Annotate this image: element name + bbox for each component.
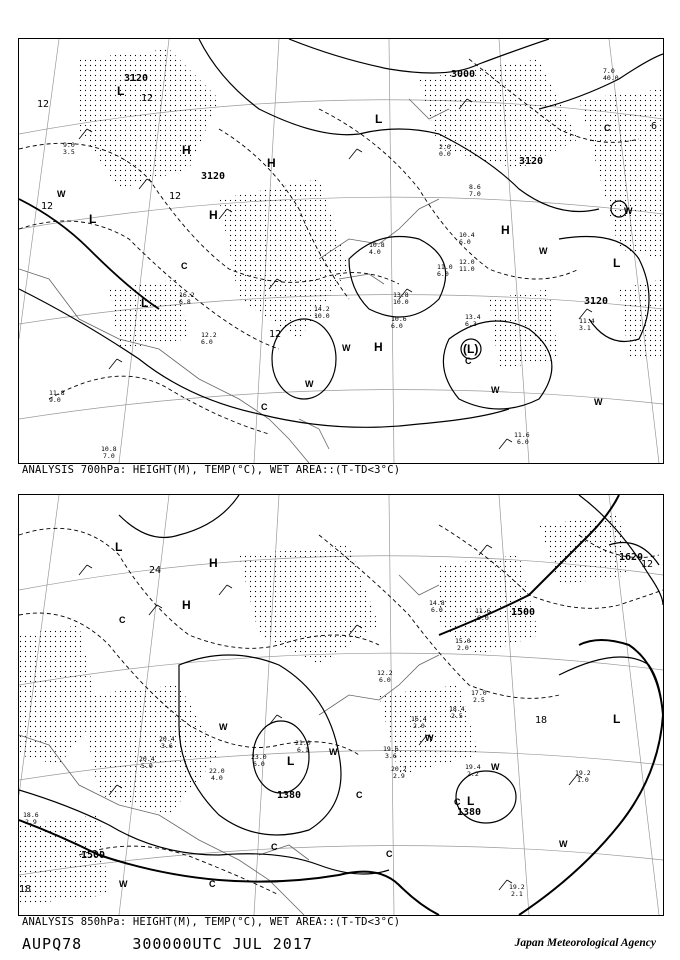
station-dewpoint-dep: 0.0 [439, 150, 451, 158]
contour-label: 1380 [277, 790, 302, 801]
low-center: L [613, 256, 621, 270]
station-dewpoint-dep: 3.5 [63, 148, 75, 156]
chart-caption-850hpa: ANALYSIS 850hPa: HEIGHT(M), TEMP(°C), WET AREA::(T-TD<3°C) [22, 916, 401, 928]
station-temp: 16.2 [179, 291, 195, 299]
low-center: L [467, 794, 475, 808]
station-dewpoint-dep: 4.0 [211, 774, 223, 782]
isotherm-label: 12 [37, 99, 50, 110]
high-center: H [501, 223, 510, 237]
station-dewpoint-dep: 1.0 [577, 776, 589, 784]
isotherm-label: 18 [19, 884, 32, 895]
isotherm-label: 12 [141, 93, 154, 104]
station-dewpoint-dep: 6.0 [379, 676, 391, 684]
contour-label: 1380 [457, 807, 482, 818]
station-dewpoint-dep: 3.6 [161, 742, 173, 750]
chart-footer [22, 935, 313, 953]
contour-label: 3120 [124, 73, 149, 84]
station-dewpoint-dep: 3.6 [385, 752, 397, 760]
isotherm-label: 12 [41, 201, 54, 212]
warm-marker: W [329, 747, 338, 757]
station-dewpoint-dep: 2.1 [511, 890, 523, 898]
cold-marker: C [181, 261, 188, 271]
warm-marker: W [594, 397, 603, 407]
low-center: (L) [463, 342, 479, 356]
station-dewpoint-dep: 10.0 [314, 312, 330, 320]
station-temp: 19.2 [575, 769, 591, 777]
warm-marker: W [425, 733, 434, 743]
station-temp: 19.6 [383, 745, 399, 753]
station-temp: 12.0 [459, 258, 475, 266]
station-temp: 13.4 [465, 313, 481, 321]
chart-850hpa [18, 494, 664, 916]
station-dewpoint-dep: 6.0 [437, 270, 449, 278]
station-temp: 15.0 [455, 637, 471, 645]
station-temp: 19.2 [509, 883, 525, 891]
station-temp: 22.0 [209, 767, 225, 775]
station-temp: 12.2 [201, 331, 217, 339]
station-dewpoint-dep: 40.0 [603, 74, 619, 82]
station-temp: 14.2 [314, 305, 330, 313]
station-dewpoint-dep: 7.0 [469, 190, 481, 198]
cold-marker: C [386, 849, 393, 859]
cold-marker: C [271, 842, 278, 852]
station-dewpoint-dep: 6.0 [253, 760, 265, 768]
station-dewpoint-dep: 2.9 [25, 818, 37, 826]
station-temp: 20.4 [139, 755, 155, 763]
station-temp: 8.6 [469, 183, 481, 191]
station-temp: 21.0 [295, 739, 311, 747]
low-center: L [287, 754, 295, 768]
contour-label: 3120 [201, 171, 226, 182]
station-dewpoint-dep: 6.0 [391, 322, 403, 330]
station-dewpoint-dep: 2.5 [473, 696, 485, 704]
map-700hpa [19, 39, 663, 463]
contour-label: 3000 [451, 69, 476, 80]
station-dewpoint-dep: 6.1 [297, 746, 309, 754]
station-temp: 19.4 [465, 763, 481, 771]
station-temp: 10.4 [459, 231, 475, 239]
low-center: L [117, 84, 125, 98]
isotherm-label: 18 [535, 715, 548, 726]
station-temp: 20.2 [391, 765, 407, 773]
contour-label: 3120 [584, 296, 609, 307]
station-temp: 11.4 [579, 317, 595, 325]
station-temp: 11.6 [475, 607, 491, 615]
station-dewpoint-dep: 6.0 [459, 238, 471, 246]
low-center: L [89, 212, 97, 226]
high-center: H [209, 556, 218, 570]
map-850hpa [19, 495, 663, 915]
contour-label: 1500 [511, 607, 536, 618]
station-dewpoint-dep: 5.0 [141, 762, 153, 770]
contour-label: 1500 [81, 850, 106, 861]
low-center: L [115, 540, 123, 554]
high-center: H [267, 156, 276, 170]
station-dewpoint-dep: 2.2 [467, 770, 479, 778]
warm-marker: W [539, 246, 548, 256]
isotherm-label: 12 [641, 559, 654, 570]
station-dewpoint-dep: 9.0 [49, 396, 61, 404]
coastlines [19, 99, 449, 463]
high-center: H [182, 143, 191, 157]
station-temp: 11.0 [437, 263, 453, 271]
chart-caption-700hpa: ANALYSIS 700hPa: HEIGHT(M), TEMP(°C), WET AREA::(T-TD<3°C) [22, 464, 401, 476]
agency-name: Japan Meteorological Agency [514, 937, 656, 949]
isotherm-label: 12 [169, 191, 182, 202]
warm-marker: W [559, 839, 568, 849]
station-temp: 17.0 [471, 689, 487, 697]
cold-marker: C [604, 123, 611, 133]
warm-marker: W [491, 762, 500, 772]
station-dewpoint-dep: 6.0 [517, 438, 529, 446]
chart-id: AUPQ78 [22, 935, 83, 953]
high-center: H [182, 598, 191, 612]
valid-time: 300000UTC JUL 2017 [132, 935, 313, 953]
contour-label: 3120 [519, 156, 544, 167]
station-dewpoint-dep: 6.0 [477, 614, 489, 622]
station-temp: 9.0 [63, 141, 75, 149]
cold-marker: C [261, 402, 268, 412]
warm-marker: W [305, 379, 314, 389]
station-dewpoint-dep: 7.0 [103, 452, 115, 460]
low-center: L [613, 712, 621, 726]
station-temp: 16.4 [411, 715, 427, 723]
station-temp: 23.0 [251, 753, 267, 761]
chart-700hpa [18, 38, 664, 464]
station-temp: 10.6 [391, 315, 407, 323]
warm-marker: W [342, 343, 351, 353]
station-dewpoint-dep: 6.0 [431, 606, 443, 614]
station-temp: 12.2 [377, 669, 393, 677]
warm-marker: W [219, 722, 228, 732]
warm-marker: W [491, 385, 500, 395]
station-temp: 7.0 [603, 67, 615, 75]
station-dewpoint-dep: 2.0 [413, 722, 425, 730]
contour-label: 1620 [619, 552, 644, 563]
station-temp: 11.8 [49, 389, 65, 397]
station-dewpoint-dep: 6.8 [179, 298, 191, 306]
low-center: L [375, 112, 383, 126]
isotherm-label: 24 [149, 565, 162, 576]
station-dewpoint-dep: 6.0 [201, 338, 213, 346]
warm-marker: W [57, 189, 66, 199]
station-dewpoint-dep: 4.0 [369, 248, 381, 256]
station-temp: 18.6 [23, 811, 39, 819]
station-temp: 20.4 [159, 735, 175, 743]
station-temp: 10.8 [369, 241, 385, 249]
cold-marker: C [209, 879, 216, 889]
station-dewpoint-dep: 2.9 [393, 772, 405, 780]
station-dewpoint-dep: 3.1 [579, 324, 591, 332]
reference-contour [519, 640, 663, 915]
station-temp: 10.8 [101, 445, 117, 453]
warm-marker: W [624, 206, 633, 216]
station-temp: 18.4 [449, 705, 465, 713]
station-dewpoint-dep: 10.0 [393, 298, 409, 306]
station-temp: 14.8 [429, 599, 445, 607]
isotherm-label: 12 [269, 329, 282, 340]
cold-marker: C [119, 615, 126, 625]
low-center: L [141, 296, 149, 310]
high-center: H [374, 340, 383, 354]
isotherm-label: 6 [651, 121, 658, 132]
cold-marker: C [356, 790, 363, 800]
station-temp: 11.6 [514, 431, 530, 439]
station-temp: 13.8 [393, 291, 409, 299]
station-dewpoint-dep: 2.5 [451, 712, 463, 720]
station-dewpoint-dep: 2.0 [457, 644, 469, 652]
station-dewpoint-dep: 6.3 [465, 320, 477, 328]
cold-marker: C [454, 797, 461, 807]
high-center: H [209, 208, 218, 222]
warm-marker: W [119, 879, 128, 889]
station-dewpoint-dep: 11.0 [459, 265, 475, 273]
station-temp: 2.0 [439, 143, 451, 151]
cold-marker: C [465, 356, 472, 366]
